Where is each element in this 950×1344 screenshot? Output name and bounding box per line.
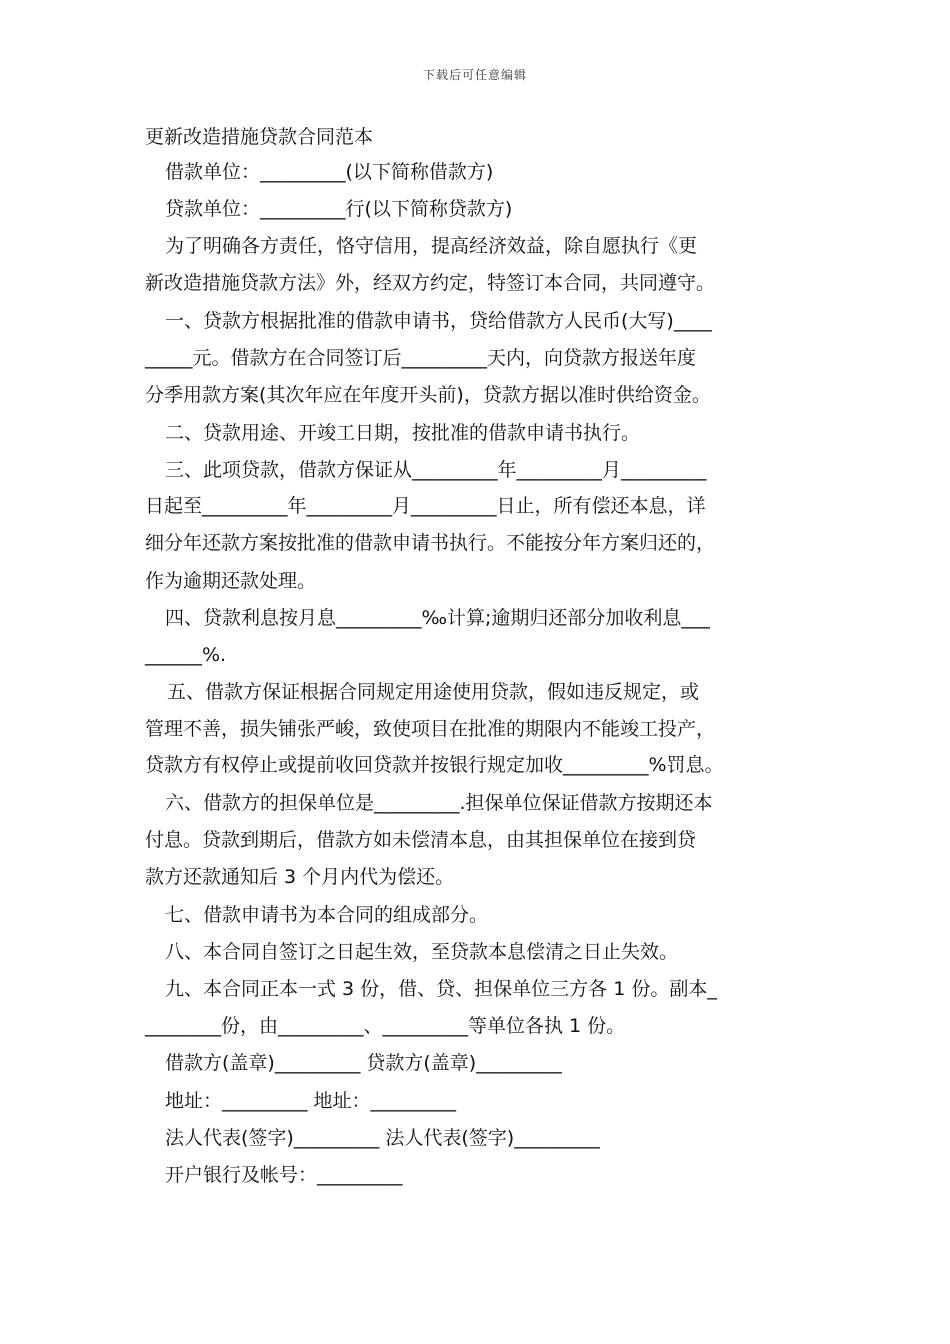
clause-4-line-1: 四、贷款利息按月息_________‰计算;逾期归还部分加收利息___: [165, 607, 710, 629]
clause-9-line-2: ________份，由_________、_________等单位各执 1 份。: [145, 1015, 626, 1037]
clause-1-line-1: 一、贷款方根据批准的借款申请书，贷给借款方人民币(大写)____: [165, 310, 712, 332]
clause-3-line-3: 细分年还款方案按批准的借款申请书执行。不能按分年方案归还的，: [145, 532, 716, 554]
clause-6-line-1: 六、借款方的担保单位是_________.担保单位保证借款方按期还本: [165, 792, 713, 814]
clause-1-line-3: 分季用款方案(其次年应在年度开头前)，贷款方据以准时供给资金。: [145, 384, 711, 406]
clause-6-line-2: 付息。贷款到期后，借款方如未偿清本息，由其担保单位在接到贷: [145, 829, 697, 851]
clause-7-line: 七、借款申请书为本合同的组成部分。: [165, 904, 489, 926]
clause-4-line-2: ______%.: [145, 644, 227, 666]
clause-9-line-1: 九、本合同正本一式 3 份，借、贷、担保单位三方各 1 份。副本_: [165, 978, 717, 1000]
clause-3-line-1: 三、此项贷款，借款方保证从_________年_________月_________: [165, 459, 707, 481]
borrower-line: 借款单位：_________(以下简称借款方): [165, 161, 494, 183]
signature-address-line: 地址：_________ 地址：_________: [165, 1090, 457, 1112]
clause-1-line-2: _____元。借款方在合同签订后_________天内，向贷款方报送年度: [145, 347, 697, 369]
page-header-note: 下载后可任意编辑: [422, 68, 527, 82]
clause-5-line-3: 贷款方有权停止或提前收回贷款并按银行规定加收_________%罚息。: [145, 754, 724, 776]
signature-seal-line: 借款方(盖章)_________ 贷款方(盖章)_________: [165, 1052, 562, 1074]
clause-8-line: 八、本合同自签订之日起生效，至贷款本息偿清之日止失效。: [165, 941, 679, 963]
document-title: 更新改造措施贷款合同范本: [145, 126, 374, 148]
preamble-line-2: 新改造措施贷款方法》外，经双方约定，特签订本合同，共同遵守。: [145, 272, 716, 294]
clause-3-line-2: 日起至_________年_________月_________日止，所有偿还本息，详: [145, 495, 706, 517]
lender-line: 贷款单位：_________行(以下简称贷款方): [165, 198, 513, 220]
bank-account-line: 开户银行及帐号：_________: [165, 1164, 403, 1186]
clause-5-line-2: 管理不善，损失铺张严峻，致使项目在批准的期限内不能竣工投产，: [145, 718, 716, 740]
preamble-line-1: 为了明确各方责任，恪守信用，提高经济效益，除自愿执行《更: [165, 235, 698, 257]
clause-6-line-3: 款方还款通知后 3 个月内代为偿还。: [145, 866, 455, 888]
signature-representative-line: 法人代表(签字)_________ 法人代表(签字)_________: [165, 1127, 600, 1149]
clause-2-line: 二、贷款用途、开竣工日期，按批准的借款申请书执行。: [165, 422, 641, 444]
clause-5-line-1: 五、借款方保证根据合同规定用途使用贷款，假如违反规定，或: [167, 681, 700, 703]
clause-3-line-4: 作为逾期还款处理。: [145, 570, 317, 592]
